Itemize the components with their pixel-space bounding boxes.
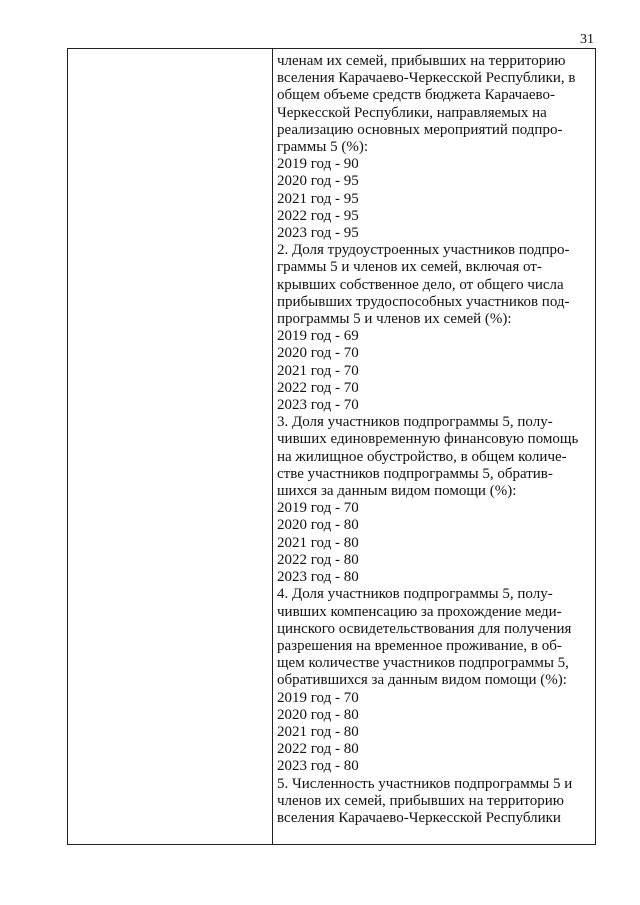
year-value-line: 2021 год - 80: [277, 723, 359, 740]
page-number: 31: [580, 32, 594, 47]
text-line: членам их семей, прибывших на территорию: [277, 53, 566, 69]
year-value-line: 2023 год - 70: [277, 397, 359, 414]
year-value-line: 2019 год - 70: [277, 500, 359, 517]
year-value-line: 2021 год - 70: [277, 362, 359, 379]
text-line: чивших единовременную финансовую помощь: [277, 431, 579, 448]
left-column-empty-cell: [68, 49, 273, 844]
document-table: [67, 48, 596, 845]
text-line: прибывших трудоспособных участников под-: [277, 293, 570, 310]
year-value-line: 2022 год - 95: [277, 207, 359, 224]
year-value-line: 2023 год - 80: [277, 758, 359, 775]
text-line: щем количестве участников подпрограммы 5,: [277, 655, 569, 672]
year-value-line: 2022 год - 70: [277, 379, 359, 396]
year-value-line: 2019 год - 69: [277, 328, 359, 345]
year-value-line: 2023 год - 95: [277, 225, 359, 242]
text-line: граммы 5 (%):: [277, 139, 369, 156]
text-line: общем объеме средств бюджета Карачаево-: [277, 87, 555, 104]
text-line: членов их семей, прибывших на территорию: [277, 792, 564, 809]
year-value-line: 2021 год - 80: [277, 534, 359, 551]
text-line: цинского освидетельствования для получения: [277, 620, 572, 637]
year-value-line: 2020 год - 80: [277, 517, 359, 534]
year-value-line: 2022 год - 80: [277, 741, 359, 758]
text-line: 5. Численность участников подпрограммы 5 и: [277, 775, 573, 792]
text-line: стве участников подпрограммы 5, обратив-: [277, 465, 553, 482]
text-line: Черкесской Республики, направляемых на: [277, 104, 547, 121]
year-value-line: 2021 год - 95: [277, 190, 359, 207]
text-line: на жилищное обустройство, в общем количе-: [277, 448, 567, 465]
year-value-line: 2019 год - 70: [277, 689, 359, 706]
text-line: вселения Карачаево-Черкесской Республики: [277, 809, 561, 826]
text-line: реализацию основных мероприятий подпро-: [277, 121, 563, 138]
text-line: граммы 5 и членов их семей, включая от-: [277, 259, 542, 276]
text-line: 3. Доля участников подпрограммы 5, полу-: [277, 414, 553, 431]
text-line: шихся за данным видом помощи (%):: [277, 483, 517, 500]
text-line: обратившихся за данным видом помощи (%):: [277, 672, 567, 689]
year-value-line: 2020 год - 95: [277, 173, 359, 190]
year-value-line: 2020 год - 70: [277, 345, 359, 362]
text-line: 2. Доля трудоустроенных участников подпро-: [277, 242, 570, 259]
year-value-line: 2022 год - 80: [277, 551, 359, 568]
right-column-text-cell: [277, 53, 595, 827]
text-line: вселения Карачаево-Черкесской Республики, в: [277, 70, 576, 87]
text-line: программы 5 и членов их семей (%):: [277, 311, 512, 328]
text-line: крывших собственное дело, от общего числа: [277, 276, 564, 293]
text-line: разрешения на временное проживание, в об-: [277, 637, 562, 654]
text-line: чивших компенсацию за прохождение меди-: [277, 603, 562, 620]
year-value-line: 2023 год - 80: [277, 569, 359, 586]
text-line: 4. Доля участников подпрограммы 5, полу-: [277, 586, 553, 603]
year-value-line: 2019 год - 90: [277, 156, 359, 173]
year-value-line: 2020 год - 80: [277, 706, 359, 723]
